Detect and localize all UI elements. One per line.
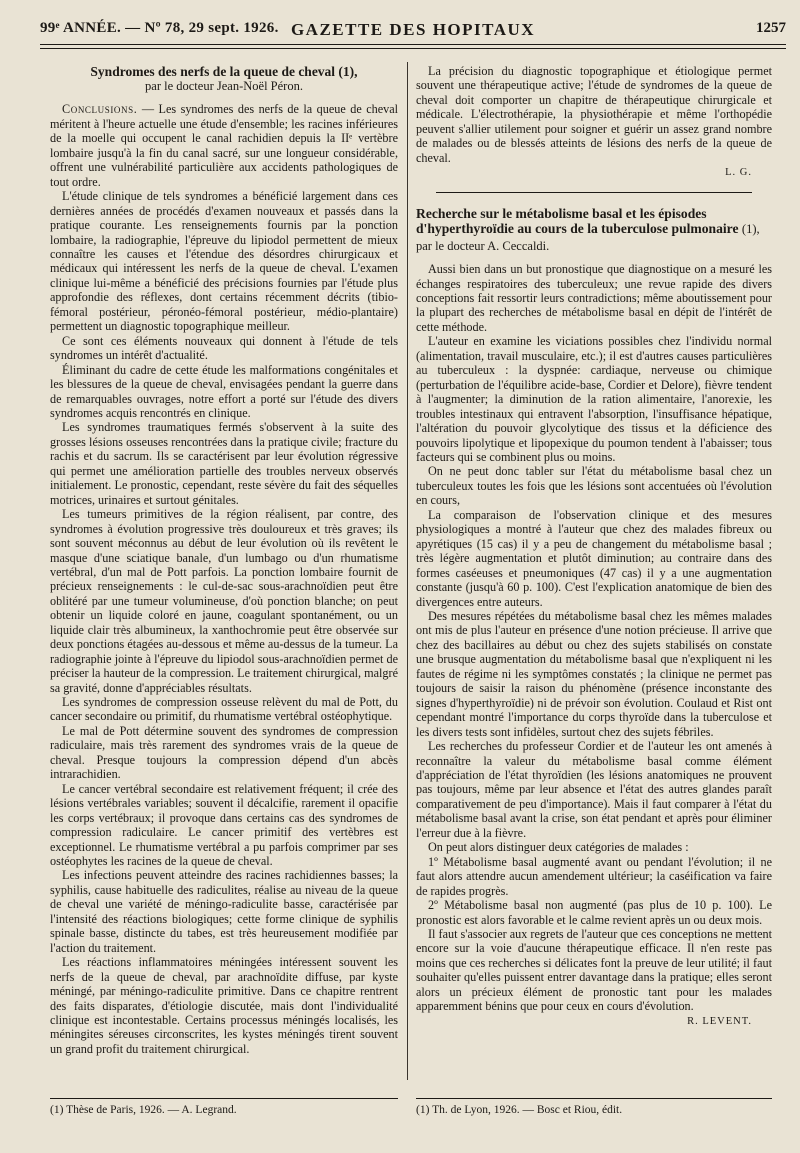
article-1-paragraph: Le mal de Pott détermine souvent des syndromes de compression radiculaire, mais très rarement des syndromes vrais de la queue de cheval. Presque toujours la compression dépend d'un abcès intrarachidien.: [50, 723, 398, 782]
footnote-left: (1) Thèse de Paris, 1926. — A. Legrand.: [50, 1104, 237, 1116]
article-separator: [436, 192, 752, 193]
article-1-paragraph: Éliminant du cadre de cette étude les malformations congénitales et les blessures de la queue de cheval, envisagées pendant la guerre dans de remarquables ouvrages, notre effort a porté sur l'étude des divers syndromes acquis rencontrés en clinique.: [50, 362, 398, 420]
article-2-signature: R. LEVENT.: [687, 1015, 752, 1027]
article-2-byline: (1), par le docteur A. Ceccaldi.: [416, 222, 760, 253]
article-1-paragraph: Les tumeurs primitives de la région réalisent, par contre, des syndromes à évolution progressive très douloureux et très graves; ils sont souvent méconnus au début de leur évolution où ils revêtent le masque d'une sciatique banale, d'un lumbago ou d'un rhumatisme vertébral, d'un mal de Pott parfois. La ponction lombaire fournit de précieux renseignements : le cul-de-sac sous-arachnoïdien peut être oblitéré par une tumeur volumineuse, d'où ponction blanche; on peut obtenir un liquide coloré en jaune, coagulant spontanément, ou un liquide clair très albumineux, la xanthochromie peut être observée sur deux ponctions étagées au-dessous et même au-dessus de la tumeur. La radiographie jointe à l'épreuve du lipiodol sous-arachnoïdien permet de préciser la hauteur de la compression. Le traitement chirurgical, malgré sa gravité, donne d'appréciables résultats.: [50, 507, 398, 695]
left-column: [50, 64, 398, 1092]
conclusions-lead: Conclusions.: [62, 102, 138, 117]
article-2-paragraph: On peut alors distinguer deux catégories de malades :: [428, 840, 689, 855]
article-1-paragraph: La précision du diagnostic topographique et étiologique permet souvent une thérapeutique active; l'étude de syndromes de la queue de cheval doit comporter un chapitre de thérapeutique chirurgicale et médicale. L'électrothérapie, la physiothérapie et même l'orthopédie peuvent s'allier utilement pour soigner et guérir un assez grand nombre de malades ou de blessés atteints de lésions des nerfs de la queue de cheval.: [416, 64, 772, 165]
issue-info: 99ᵉ ANNÉE. — Nº 78, 29 sept. 1926.: [40, 20, 279, 36]
article-1-paragraph: Ce sont ces éléments nouveaux qui donnent à l'étude de tels syndromes un intérêt d'actualité.: [50, 333, 398, 363]
article-1-paragraph: Les syndromes traumatiques fermés s'observent à la suite des grosses lésions osseuses rencontrées dans la pratique civile; fracture du rachis et du sacrum. Ils se caractérisent par leur évolution régressive qui permet une amélioration partielle des troubles nerveux observés initialement. Le pronostic, cependant, reste sévère du fait des séquelles motrices, urinaires et surtout génitales.: [50, 420, 398, 507]
article-2-paragraph: 2º Métabolisme basal non augmenté (pas plus de 10 p. 100). Le pronostic est alors favorable et le calme revient après un ou deux mois.: [416, 898, 772, 927]
article-1-byline: par le docteur Jean-Noël Péron.: [145, 79, 303, 93]
article-1-paragraph: Le cancer vertébral secondaire est relativement fréquent; il crée des lésions vertébrales variables; souvent il décalcifie, rarement il opacifie les corps vertébraux; il provoque dans certains cas des syndromes de compression radiculaire. Le cancer primitif des vertèbres est exceptionnel. Le rhumatisme vertébral a pu parfois comprimer par ses ostéophytes les racines de la queue de cheval.: [50, 781, 398, 869]
article-2-paragraph: Il faut s'associer aux regrets de l'auteur que ces conceptions ne mettent encore sur la voie d'aucune thérapeutique efficace. Il n'en reste pas moins que ces recherches si délicates font la preuve de leur utilité; il faut souhaiter qu'elles puissent entrer davantage dans la pratique; elles seront alors un précieux élément de pronostic tant pour les malades apparemment bénins que pour ceux en cours d'évolution.: [416, 926, 772, 1014]
column-divider: [407, 62, 408, 1080]
article-1-paragraph: Les syndromes de compression osseuse relèvent du mal de Pott, du cancer secondaire ou primitif, du rhumatisme vertébral ostéophytique.: [50, 695, 398, 724]
article-2-paragraph: On ne peut donc tabler sur l'état du métabolisme basal chez un tuberculeux toutes les fois que les lésions sont accentuées où l'évolution en cours,: [416, 464, 772, 508]
running-header: [40, 18, 786, 42]
article-1-signature: L. G.: [725, 167, 752, 179]
footnote-rule-right: [416, 1098, 772, 1099]
right-column: [416, 64, 772, 1092]
article-1-paragraph: L'étude clinique de tels syndromes a bénéficié largement dans ces dernières années de procédés d'examen nouveaux et passés dans la pratique courante. Les renseignements fournis par la ponction lombaire, la radiographie, l'épreuve du lipiodol permettent de mieux connaître les causes et l'étendue des désordres chirurgicaux et médicaux qui intéressent les nerfs de la queue de cheval. L'examen clinique lui-même a bénéficié des précisions fournies par l'étude plus approfondie des réflexes, dont certains récemment décrits (tibio-fémoral postérieur, péronéo-fémoral postérieur, médio-plantaire) permettent un diagnostic topographique meilleur.: [50, 189, 398, 334]
article-1-paragraph: Conclusions. — Les syndromes des nerfs de la queue de cheval méritent à l'heure actuelle une étude d'ensemble; les racines inférieures de la moelle qui occupent le canal rachidien depuis la IIᵉ vertèbre lombaire jusqu'à la fin du canal sacré, sur une longueur considérable, offrent une vulnérabilité particulière aux accidents pathologiques de tout ordre.: [50, 102, 398, 189]
article-2-paragraph: Des mesures répétées du métabolisme basal chez les mêmes malades ont mis de plus l'auteur en présence d'une notion précieuse. Il arrive que chez des bacillaires au début ou chez des sujets stabilisés on constate une brusque augmentation du métabolisme basal que n'expliquent ni les fautes de régime ni les symptômes constatés ; la clinique ne permet pas toujours de saisir la raison du phénomène (présence inconstante des signes d'hyperthyroïdie) ni de prévoir son évolution. Coulaud et Rist ont cependant montré l'importance du corps thyroïde dans la tuberculose et les divers tests sont infidèles, surtout chez des sujets fébriles.: [416, 609, 772, 739]
article-1-paragraph: Les infections peuvent atteindre des racines rachidiennes basses; la syphilis, cause habituelle des radiculites, réalise au niveau de la queue de cheval une variété de méningo-radiculite basse, caractérisée par l'intensité des réactions biologiques; cette forme clinique de syphilis spinale basse, distincte du tabes, est très heureusement modifiée par l'action du traitement.: [50, 868, 398, 955]
article-2-paragraph: La comparaison de l'observation clinique et des mesures physiologiques a montré à l'auteur que chez des malades fibreux ou apyrétiques (15 cas) il y a peu de changement du métabolisme basal ; très légère augmentation et plutôt diminution; au contraire dans des formes caséeuses et pneumoniques (47 cas) il y a une augmentation constante (jusqu'à 60 p. 100). C'est l'explication anatomique de bien des divergences entre auteurs.: [416, 507, 772, 609]
page-number: 1257: [756, 20, 786, 36]
article-2-paragraph: 1º Métabolisme basal augmenté avant ou pendant l'évolution; il ne faut alors attendre aucun amendement ultérieur; la caséification va faire de rapides progrès.: [416, 854, 772, 898]
journal-title: GAZETTE DES HOPITAUX: [290, 20, 536, 39]
article-1-paragraph: Les réactions inflammatoires méningées intéressent souvent les nerfs de la queue de cheval, par arachnoïdite diffuse, par kyste méningé, par méningo-radiculite primitive. Dans ce chapitre rentrent des faits disparates, d'étiologie discutée, mais dont l'individualité clinique est incontestable. Certains processus méningés localisés, les méningites séreuses circonscrites, les kystes méningés tirent souvent un grand profit du traitement chirurgical.: [50, 955, 398, 1056]
article-2-title: Recherche sur le métabolisme basal et les épisodes d'hyperthyroïdie au cours de la tuberculose pulmonaire (1), par le docteur A. Ceccaldi.: [416, 205, 760, 253]
footnote-right: (1) Th. de Lyon, 1926. — Bosc et Riou, édit.: [416, 1104, 623, 1116]
header-rule-thin: [40, 48, 786, 49]
article-2-paragraph: Aussi bien dans un but pronostique que diagnostique on a mesuré les échanges respiratoires des tuberculeux; une revue rapide des divers conceptions fait ressortir leurs contradictions; même aboutissement pour la plupart des recherches de métabolisme basal en dépit de l'intérêt de cette méthode.: [416, 262, 772, 334]
article-2-paragraph: Les recherches du professeur Cordier et de l'auteur les ont amenés à reconnaître la valeur du métabolisme basal comme élément d'appréciation de l'état thyroïdien (les lésions anatomiques ne prouvent pas toujours, même par leur absence et l'état des autres glandes paraît comparativement de peu d'importance). Mais il faut comparer à l'état du métabolisme basal avant la crise, son état pendant et après pour éliminer l'erreur due à la fièvre.: [416, 739, 772, 840]
footnote-rule-left: [50, 1098, 398, 1099]
article-1-title: Syndromes des nerfs de la queue de cheval (1),: [90, 64, 358, 79]
article-2-paragraph: L'auteur en examine les viciations possibles chez l'individu normal (alimentation, travail musculaire, etc.); il est d'autres causes particulières au tuberculeux : la dyspnée: cardiaque, nerveuse ou chimique (perturbation de l'équilibre acide-base, Cordier et Delore), fièvre tendent à l'augmenter; la diminution de la ration alimentaire, l'anorexie, les troubles intestinaux qui entravent l'absorption, l'insuffisance hépatique, l'altération du pouvoir glycolytique des tissus et la déficience des pouvoirs lipolytique et lipopexique du poumon tendent à l'abaisser; tous facteurs qui se combinent plus ou moins.: [416, 334, 772, 465]
header-rule: [40, 44, 786, 45]
